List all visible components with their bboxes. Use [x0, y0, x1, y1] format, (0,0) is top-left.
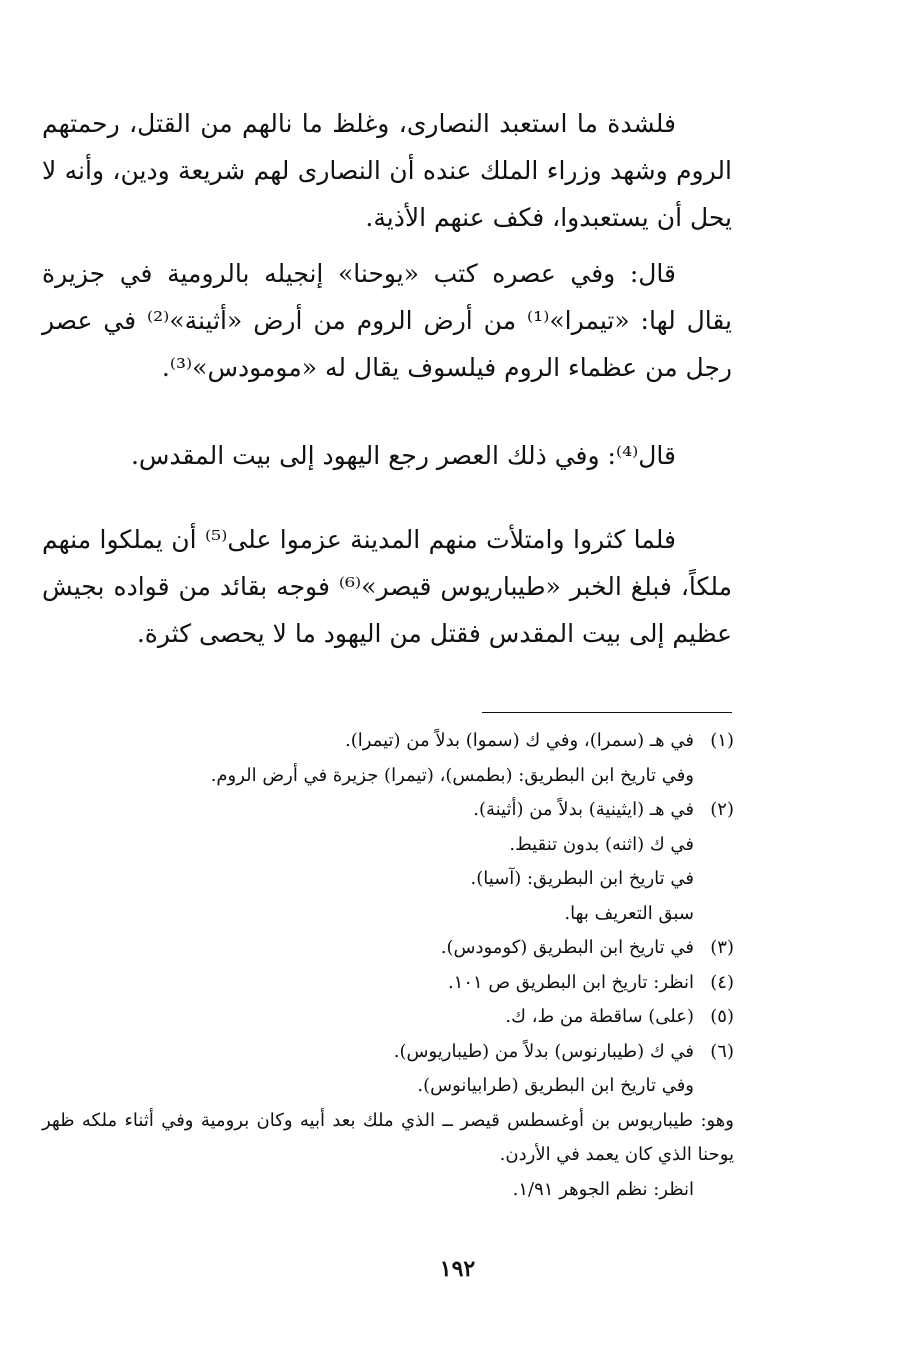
footnote-line: انظر: نظم الجوهر ١/٩١.: [512, 1178, 694, 1200]
footnote-body: [42, 1035, 734, 1208]
paragraph-text: فلما كثروا وامتلأت منهم المدينة عزموا على⁽⁵⁾ أن يملكوا منهم ملكاً، فبلغ الخبر «طيباريوس قيصر»⁽⁶⁾ فوجه بقائد من قواده بجيش عظيم إلى بيت المقدس فقتل من اليهود ما لا يحصى كثرة.: [42, 525, 732, 648]
paragraph-text: قال: وفي عصره كتب «يوحنا» إنجيله بالرومية في جزيرة يقال لها: «تيمرا»⁽¹⁾ من أرض الروم من أرض «أثينة»⁽²⁾ في عصر رجل من عظماء الروم فيلسوف يقال له «مومودس»⁽³⁾.: [42, 259, 733, 382]
footnote-line: في ك (اثنه) بدون تنقيط.: [509, 833, 694, 855]
footnote-number: (٥): [710, 1006, 734, 1027]
footnote-body: [42, 793, 694, 931]
footnote-number: (٦): [710, 1040, 734, 1062]
paragraph-text: فلشدة ما استعبد النصارى، وغلظ ما نالهم من القتل، رحمتهم الروم وشهد وزراء الملك عنده أن النصارى لهم شريعة ودين، وأنه لا يحل أن يستعبدوا، فكف عنهم الأذية.: [42, 109, 732, 232]
footnote-line: في ك (طيبارنوس) بدلاً من (طيباريوس).: [393, 1040, 694, 1062]
page-number: ١٩٢: [439, 1256, 476, 1282]
footnote-body: [42, 724, 694, 793]
footnote-number: (٤): [710, 971, 734, 993]
footnote-line: في هـ (ايثينية) بدلاً من (أثينة).: [473, 799, 694, 820]
footnote-number: (٢): [710, 799, 734, 820]
footnote-5: [42, 1000, 734, 1035]
footnote-3: [42, 931, 734, 966]
footnote-body: [42, 966, 694, 1001]
footnote-line: سبق التعريف بها.: [564, 902, 694, 924]
footnote-2: [42, 793, 734, 931]
footnote-line: انظر: تاريخ ابن البطريق ص ١٠١.: [447, 971, 694, 993]
footnote-number: (٣): [710, 937, 734, 958]
footnote-line: وفي تاريخ ابن البطريق: (بطمس)، (تيمرا) جزيرة في أرض الروم.: [210, 764, 694, 786]
footnote-line: في تاريخ ابن البطريق (كومودس).: [440, 937, 694, 958]
paragraph-text: قال⁽⁴⁾: وفي ذلك العصر رجع اليهود إلى بيت المقدس.: [130, 441, 676, 470]
footnote-6: [42, 1035, 734, 1208]
footnote-body: [42, 1000, 694, 1035]
footnote-line: (على) ساقطة من ط، ك.: [505, 1006, 694, 1027]
footnote-line: في هـ (سمرا)، وفي ك (سموا) بدلاً من (تيمرا).: [344, 730, 694, 751]
footnote-number: (١): [710, 730, 734, 751]
footnote-body: [42, 931, 694, 966]
footnote-line: وفي تاريخ ابن البطريق (طرابيانوس).: [417, 1075, 694, 1096]
body-paragraph-1: [42, 100, 732, 241]
footnotes-section: [42, 724, 734, 1207]
body-paragraph-4: [42, 516, 732, 657]
footnote-line: وهو: طيباريوس بن أوغسطس قيصر ــ الذي ملك بعد أبيه وكان برومية وفي أثناء ملكه ظهر يوحنا الذي كان يعمد في الأردن.: [42, 1109, 734, 1165]
body-paragraph-3: [42, 432, 732, 479]
footnote-1: [42, 724, 734, 793]
footnote-line: في تاريخ ابن البطريق: (آسيا).: [470, 868, 694, 889]
footnote-divider: [482, 712, 732, 713]
footnote-4: [42, 966, 734, 1001]
body-paragraph-2: [42, 250, 732, 391]
